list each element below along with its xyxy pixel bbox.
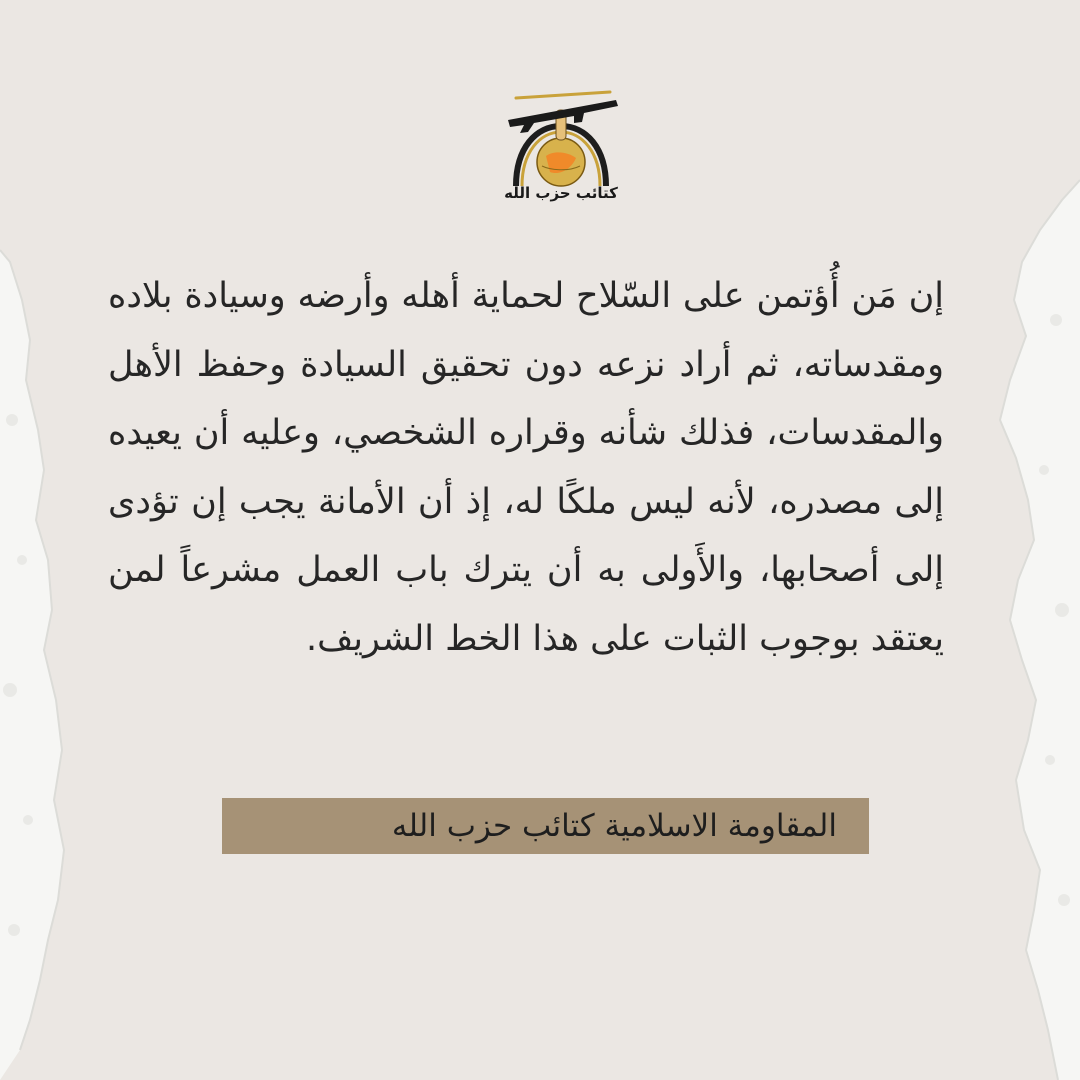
torn-paper-edge-right — [970, 0, 1080, 1080]
signature-text: المقاومة الاسلامية كتائب حزب الله — [391, 808, 837, 844]
logo-caption: كتائب حزب الله — [504, 184, 618, 202]
signature-band — [222, 798, 869, 854]
kataib-hezbollah-logo — [498, 86, 624, 206]
statement-text: إن مَن أُؤتمن على السّلاح لحماية أهله وأرضه وسيادة بلاده ومقدساته، ثم أراد نزعه دون تحقيق السيادة وحفظ الأهل والمقدسات، فذلك شأنه وقراره الشخصي، وعليه أن يعيده إلى مصدره، لأنه ليس ملكًا له، إذ أن الأمانة يجب إن تؤدى إلى أصحابها، والأَولى به أن يترك باب العمل مشرعاً لمن يعتقد بوجوب الثبات على هذا الخط الشريف. — [108, 276, 944, 659]
torn-paper-edge-left — [0, 0, 70, 1080]
